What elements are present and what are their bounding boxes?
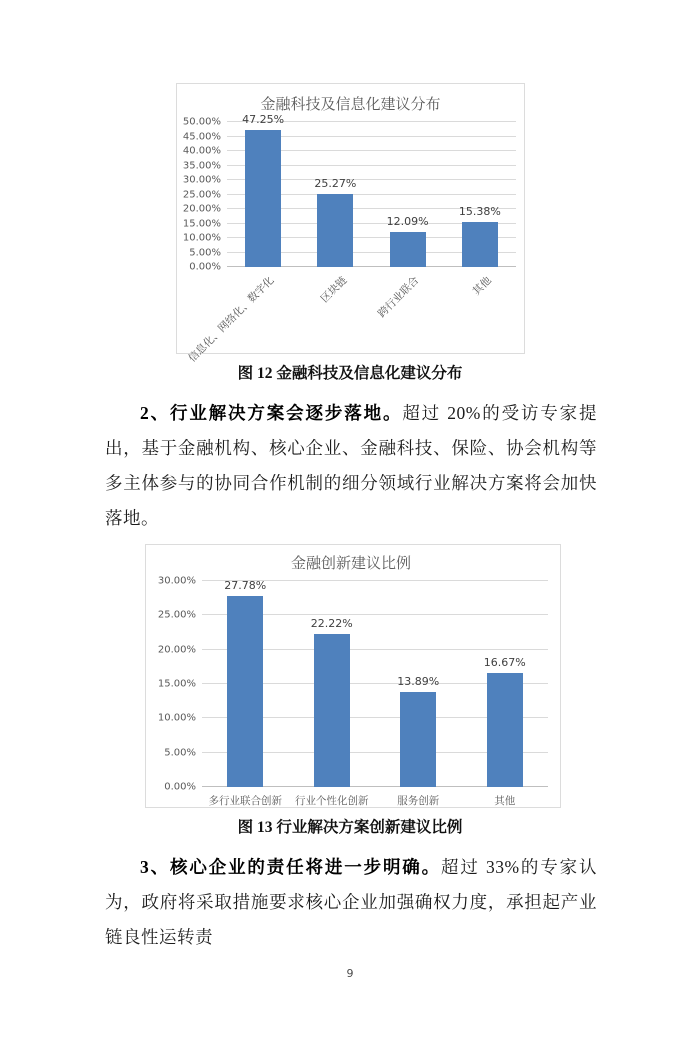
paragraph-lead-bold: 3、核心企业的责任将进一步明确。 — [140, 857, 442, 877]
bar — [400, 692, 436, 787]
bar-value-label: 12.09% — [386, 214, 429, 228]
bar-series — [227, 112, 516, 267]
x-category-label: 其他 — [470, 274, 494, 298]
bar — [314, 634, 350, 787]
paragraph-industry-solutions — [105, 396, 597, 536]
y-tick-label: 10.00% — [182, 232, 221, 244]
bar-slot — [289, 581, 376, 787]
bar — [245, 130, 281, 267]
bar-slot — [462, 581, 549, 787]
bar-value-label: 15.38% — [458, 205, 501, 219]
y-tick-label: 20.00% — [182, 203, 221, 215]
bar-slot — [375, 581, 462, 787]
y-tick-label: 15.00% — [157, 678, 196, 690]
bar-chart-innovation-suggestions — [145, 544, 561, 808]
bar — [317, 194, 353, 267]
figure-caption-13: 图 13 行业解决方案创新建议比例 — [237, 819, 463, 836]
x-label-slot — [375, 787, 462, 813]
plot — [202, 581, 548, 787]
bar-value-label: 47.25% — [242, 112, 285, 126]
plot — [227, 112, 516, 267]
y-axis — [154, 575, 202, 793]
bar — [390, 232, 426, 267]
x-label-slot — [202, 787, 289, 813]
chart-title: 金融创新建议比例 — [290, 554, 411, 572]
y-tick-label: 30.00% — [157, 575, 196, 587]
bar-chart-fintech-suggestions — [176, 83, 525, 365]
x-label-slot — [462, 787, 549, 813]
y-tick-label: 5.00% — [189, 247, 221, 258]
x-label-slot — [289, 787, 376, 813]
x-label-slot — [372, 267, 444, 347]
x-category-label: 服务创新 — [397, 795, 440, 807]
y-tick-label: 25.00% — [157, 609, 196, 621]
bar-slot — [227, 112, 299, 267]
bar-slot — [372, 122, 444, 267]
bar-slot — [444, 122, 516, 267]
y-tick-label: 35.00% — [182, 160, 221, 171]
x-category-label: 信息化、网络化、数字化 — [186, 274, 277, 365]
bar-slot — [202, 581, 289, 787]
chart-plot-area — [182, 112, 516, 273]
y-tick-label: 10.00% — [157, 712, 196, 724]
x-category-label: 区块链 — [318, 274, 349, 306]
y-tick-label: 15.00% — [182, 218, 221, 229]
figure-caption-12: 图 12 金融科技及信息化建议分布 — [237, 365, 463, 382]
x-category-label: 其他 — [494, 795, 516, 807]
paragraph-body-text: 超过 33%的专家认为，政府将采取措施要求核心企业加强确权力度，承担起产业链良性运转责 — [105, 857, 598, 947]
y-tick-label: 25.00% — [182, 189, 221, 200]
bar — [227, 596, 263, 787]
paragraph-body-text: 超过 20%的受访专家提出，基于金融机构、核心企业、金融科技、保险、协会机构等多主体参与的协同合作机制的细分领域行业解决方案将会加快落地。 — [105, 403, 598, 528]
paragraph-lead-bold: 2、行业解决方案会逐步落地。 — [140, 403, 403, 423]
bar-value-label: 16.67% — [483, 655, 526, 669]
bar-value-label: 25.27% — [314, 176, 357, 190]
x-axis-labels — [202, 787, 548, 813]
x-category-label: 多行业联合创新 — [208, 795, 282, 807]
paragraph-core-enterprise — [105, 850, 597, 955]
y-tick-label: 5.00% — [164, 747, 196, 759]
bar-value-label: 13.89% — [397, 674, 440, 688]
y-axis — [182, 116, 227, 273]
bar — [487, 673, 523, 787]
bar-value-label: 27.78% — [224, 579, 267, 593]
x-category-label: 行业个性化创新 — [295, 795, 369, 807]
chart-title: 金融科技及信息化建议分布 — [260, 95, 441, 113]
y-tick-label: 40.00% — [182, 145, 221, 157]
y-tick-label: 50.00% — [182, 116, 221, 128]
y-tick-label: 0.00% — [164, 781, 196, 793]
page-number: 9 — [346, 967, 354, 980]
chart-plot-area — [154, 575, 548, 793]
y-tick-label: 30.00% — [182, 174, 221, 186]
bar-value-label: 22.22% — [310, 617, 353, 631]
bar-slot — [299, 122, 371, 267]
bar — [462, 222, 498, 267]
y-tick-label: 20.00% — [157, 644, 196, 656]
y-tick-label: 0.00% — [189, 261, 221, 273]
y-tick-label: 45.00% — [182, 131, 221, 142]
x-label-slot — [444, 267, 516, 347]
bar-series — [202, 581, 548, 787]
x-label-slot — [299, 267, 371, 347]
x-category-label: 跨行业联合 — [375, 274, 422, 321]
